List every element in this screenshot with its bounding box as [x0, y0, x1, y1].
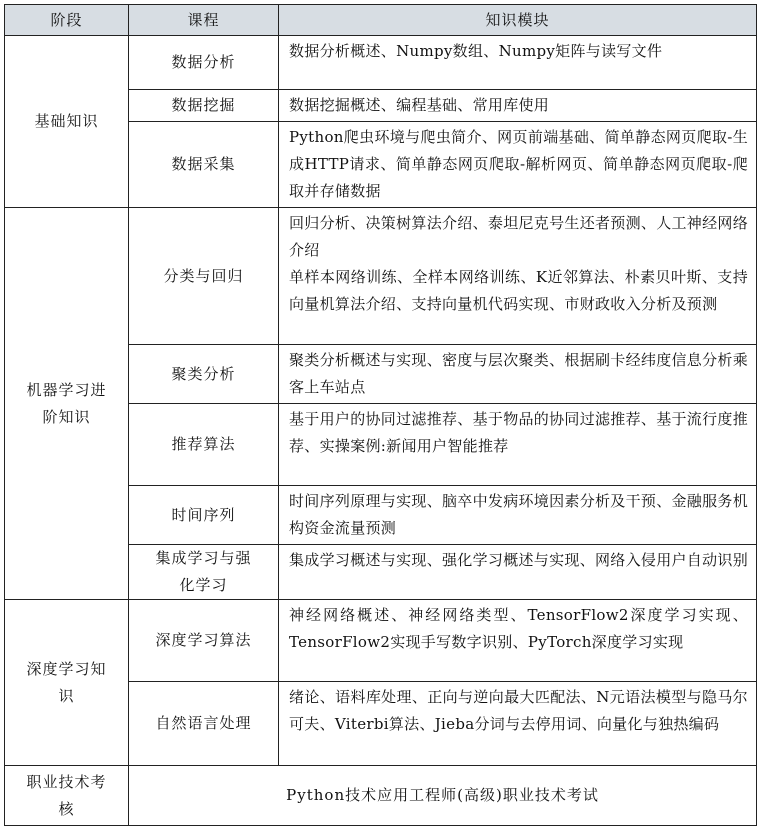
course-cell: 推荐算法	[129, 404, 279, 486]
stage-dl	[5, 600, 129, 766]
module-cell: 集成学习概述与实现、强化学习概述与实现、网络入侵用户自动识别	[279, 545, 757, 600]
header-row	[5, 5, 757, 36]
module-cell: 绪论、语料库处理、正向与逆向最大匹配法、N元语法模型与隐马尔可夫、Viterbi算法、Jieba分词与去停用词、向量化与独热编码	[279, 682, 757, 766]
course-cell: 分类与回归	[129, 208, 279, 345]
course-cell: 聚类分析	[129, 345, 279, 404]
module-paragraph: 单样本网络训练、全样本网络训练、K近邻算法、朴素贝叶斯、支持向量机算法介绍、支持向量机代码实现、市财政收入分析及预测	[289, 268, 748, 313]
table-row	[5, 36, 757, 90]
course-cell: 数据挖掘	[129, 90, 279, 122]
stage-ml-label: 机器学习进阶知识	[26, 380, 107, 426]
course-cell: 数据分析	[129, 36, 279, 90]
table-row	[5, 600, 757, 682]
module-cell: 时间序列原理与实现、脑卒中发病环境因素分析及干预、金融服务机构资金流量预测	[279, 486, 757, 545]
module-cell: 数据分析概述、Numpy数组、Numpy矩阵与读写文件	[279, 36, 757, 90]
module-cell: 神经网络概述、神经网络类型、TensorFlow2深度学习实现、TensorFlow2实现手写数字识别、PyTorch深度学习实现	[279, 600, 757, 682]
module-cell: 基于用户的协同过滤推荐、基于物品的协同过滤推荐、基于流行度推荐、实操案例:新闻用户智能推荐	[279, 404, 757, 486]
curriculum-table	[4, 4, 757, 826]
course-cell: 自然语言处理	[129, 682, 279, 766]
module-cell	[279, 208, 757, 345]
exam-summary: Python技术应用工程师(高级)职业技术考试	[129, 766, 757, 826]
stage-basic: 基础知识	[5, 36, 129, 208]
stage-ml	[5, 208, 129, 600]
stage-exam-label: 职业技术考核	[26, 772, 107, 818]
module-cell: 聚类分析概述与实现、密度与层次聚类、根据刷卡经纬度信息分析乘客上车站点	[279, 345, 757, 404]
course-cell	[129, 545, 279, 600]
course-cell: 时间序列	[129, 486, 279, 545]
stage-exam	[5, 766, 129, 826]
course-cell: 深度学习算法	[129, 600, 279, 682]
module-cell: 数据挖掘概述、编程基础、常用库使用	[279, 90, 757, 122]
table-row	[5, 208, 757, 345]
course-label: 集成学习与强化学习	[155, 549, 252, 594]
stage-dl-label: 深度学习知识	[26, 659, 107, 705]
header-stage: 阶段	[5, 5, 129, 36]
header-course: 课程	[129, 5, 279, 36]
table-row	[5, 766, 757, 826]
module-paragraph: 回归分析、决策树算法介绍、泰坦尼克号生还者预测、人工神经网络介绍	[289, 214, 749, 259]
course-cell: 数据采集	[129, 122, 279, 208]
module-cell: Python爬虫环境与爬虫简介、网页前端基础、简单静态网页爬取-生成HTTP请求、简单静态网页爬取-解析网页、简单静态网页爬取-爬取并存储数据	[279, 122, 757, 208]
header-modules: 知识模块	[279, 5, 757, 36]
